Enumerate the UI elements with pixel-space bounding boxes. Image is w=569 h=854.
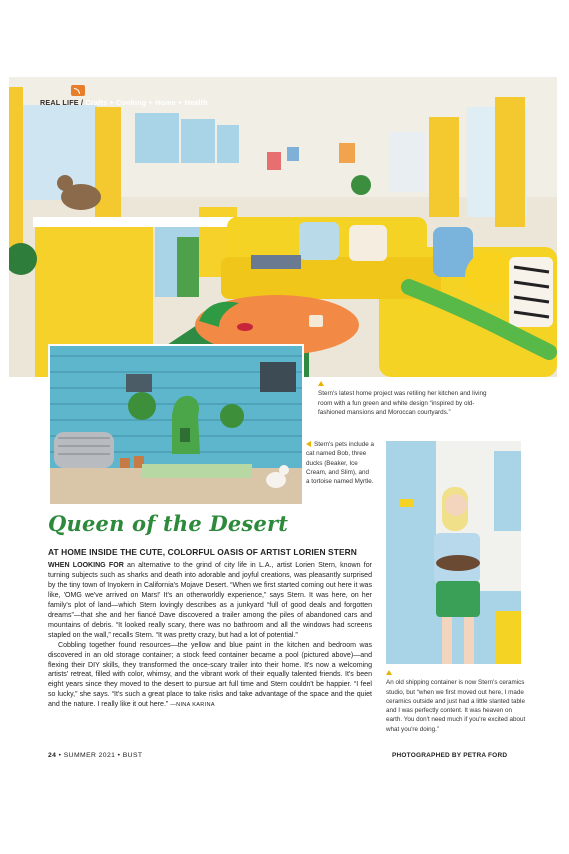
page-number: 24 xyxy=(48,752,57,759)
article-subhead: AT HOME INSIDE THE CUTE, COLORFUL OASIS OF ARTIST LORIEN STERN xyxy=(48,547,357,557)
caption-pets xyxy=(306,440,374,486)
article-byline: —NINA KARINA xyxy=(170,702,215,709)
portrait-illustration xyxy=(386,441,521,664)
inset-illustration xyxy=(50,346,302,504)
section-categories: Crafts + Cooking + Home + Health xyxy=(83,98,208,107)
caption-pets-text: Stern's pets include a cat named Bob, three ducks (Beaker, Ice Cream, and Slim), and a tortoise named Myrtle. xyxy=(306,441,375,486)
article-paragraph-1-text: an alternative to the grind of city life in L.A., artist Lorien Stern, known for turning subjects such as sharks and death into adorable and joyful creations, was pleasantly surprised by the tiny town of Inyokern in California's Mojave Desert. “When we first started coming out here it was like, 'OMG we've arrived on Mars!' It's an otherworldly experience,” says Stern. It was here, on her family's plot of land—which Stern lovingly describes as a junkyard “full of good deals and forgotten dreams”—that she and her fiancé Dave discovered a trailer among the piles of abandoned cars and mountains of debris. “It looked really scary, there was no bathroom and all the windows had screens stapled on the wall,” recalls Stern. “It was pretty crazy, but had a lot of potential.” xyxy=(48,562,372,639)
page-footer-folio xyxy=(48,752,142,759)
caption-marker-icon xyxy=(318,381,324,386)
article-headline: Queen of the Desert xyxy=(48,511,289,536)
article-lead-in: WHEN LOOKING FOR xyxy=(48,562,124,569)
article-body xyxy=(48,561,372,711)
issue-info: • SUMMER 2021 • BUST xyxy=(56,752,143,759)
hero-illustration xyxy=(9,77,557,377)
article-paragraph-2 xyxy=(48,641,372,712)
inset-photo-trailer-exterior xyxy=(48,344,304,506)
caption-marker-icon xyxy=(306,441,311,447)
caption-hero-text: Stern's latest home project was retiling her kitchen and living room with a fun green and white design “inspired by old-fashioned mansions and Moroccan courtyards.” xyxy=(318,390,487,416)
article-paragraph-1 xyxy=(48,561,372,641)
section-lead: REAL LIFE / xyxy=(40,98,84,107)
hero-photo-living-room xyxy=(9,77,557,377)
caption-studio xyxy=(386,669,526,734)
photo-credit: PHOTOGRAPHED BY PETRA FORD xyxy=(392,752,508,759)
section-tag xyxy=(40,98,208,107)
caption-marker-icon xyxy=(386,670,392,675)
rss-feed-icon xyxy=(71,85,85,96)
article-paragraph-2-text: Cobbling together found resources—the yellow and blue paint in the kitchen and bedroom was discovered in an old storage container; a stock feed container became a pool (pictured above)—and flexing their DIY skills, they transformed the once-scary trailer into their home. It's now a welcoming artists' retreat, filled with color, whimsy, and the vibrant work of their equally talented friends. It's been eight years since they moved to the desert to pursue art full time and Stern couldn't be happier. “I feel so lucky,” she says. “It's such a great place to take risks and take advantage of the space and the quiet and the nature. I really like it out here.” xyxy=(48,641,372,709)
caption-studio-text: An old shipping container is now Stern's ceramics studio, but “when we first moved out here, I made ceramics outside and just had a little slanted table and I was perfectly content. It was heaven on earth. You don't need much if you're excited about what you're doing.” xyxy=(386,679,526,733)
caption-hero xyxy=(318,380,498,417)
portrait-photo-artist xyxy=(386,441,521,664)
